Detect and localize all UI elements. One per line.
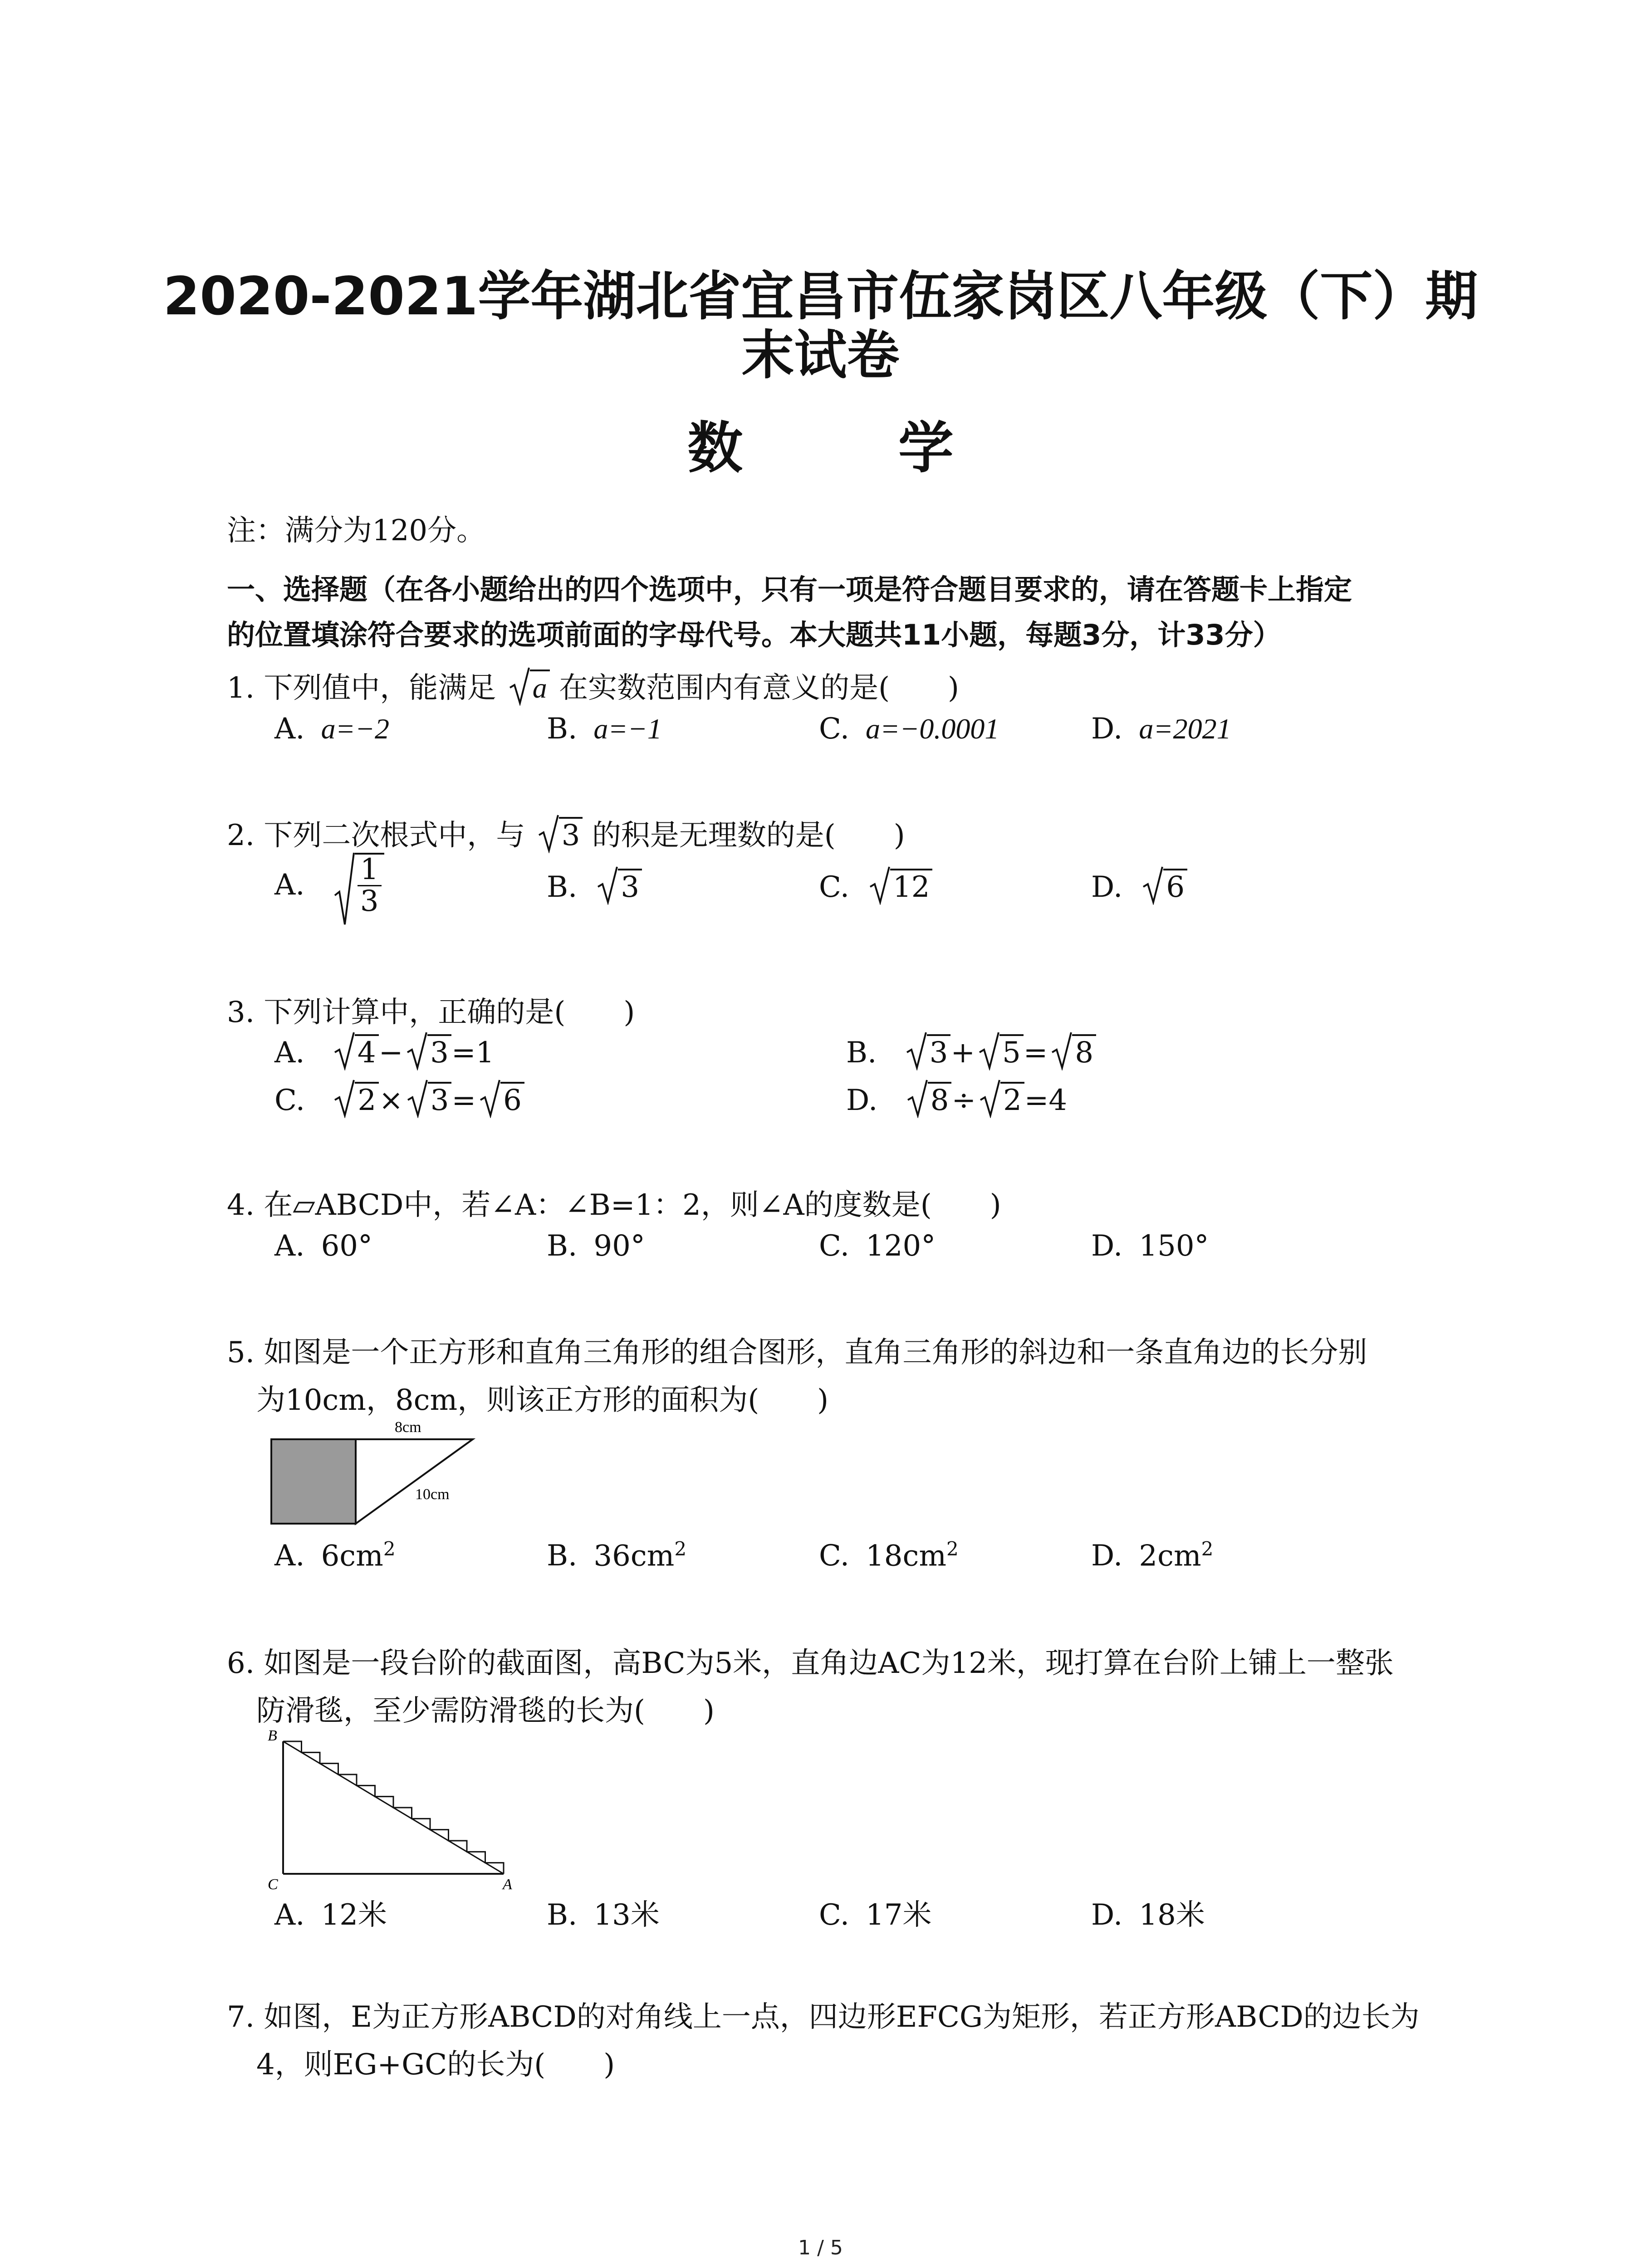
label-c: C <box>268 1876 278 1893</box>
option-label: A. <box>274 868 305 902</box>
question-6-option-b[interactable] <box>547 1892 660 1933</box>
result: =4 <box>1024 1084 1068 1117</box>
option-label: B. <box>547 870 578 904</box>
option-text: 120° <box>866 1229 936 1263</box>
option-radical-2 <box>407 1034 451 1070</box>
option-label: B. <box>547 712 578 746</box>
question-3-stem: 3. 下列计算中，正确的是( ) <box>227 996 635 1029</box>
option-radical <box>869 869 932 904</box>
page-number: 1 / 5 <box>798 2236 843 2259</box>
option-label: D. <box>1091 1229 1123 1263</box>
option-text: 2cm <box>1139 1539 1201 1573</box>
question-5-stem-line-1: 5. 如图是一个正方形和直角三角形的组合图形，直角三角形的斜边和一条直角边的长分别 <box>227 1336 1367 1369</box>
option-radical-2 <box>980 1082 1024 1117</box>
option-text: 18米 <box>1139 1898 1205 1932</box>
option-text: a=−1 <box>593 713 662 745</box>
option-superscript: 2 <box>946 1538 959 1560</box>
question-6-stem-line-1: 6. 如图是一段台阶的截面图，高BC为5米，直角边AC为12米，现打算在台阶上铺上一整张 <box>227 1647 1394 1680</box>
option-text: 17米 <box>866 1898 932 1932</box>
question-1-option-c[interactable] <box>819 712 999 746</box>
section-heading-line-1: 一、选择题（在各小题给出的四个选项中，只有一项是符合题目要求的，请在答题卡上指定 <box>227 573 1352 606</box>
option-label: C. <box>819 1229 850 1263</box>
option-radical <box>334 853 384 917</box>
option-text: a=2021 <box>1139 713 1231 745</box>
option-text: 36cm <box>593 1539 675 1573</box>
question-2-stem-post: 的积是无理数的是( ) <box>592 819 905 852</box>
option-text: 90° <box>593 1229 645 1263</box>
option-label: C. <box>274 1084 305 1117</box>
question-2-option-c[interactable] <box>819 869 932 904</box>
question-1-stem <box>227 665 959 706</box>
option-label: A. <box>274 1036 305 1070</box>
fraction-numerator: 1 <box>358 855 382 886</box>
question-1-stem-pre: 1. 下列值中，能满足 <box>227 671 496 705</box>
question-5-option-b[interactable] <box>547 1538 686 1573</box>
option-label: A. <box>274 712 305 746</box>
question-4-option-c[interactable] <box>819 1229 936 1263</box>
question-7-stem-line-1: 7. 如图，E为正方形ABCD的对角线上一点，四边形EFCG为矩形，若正方形ABCD的边长为 <box>227 2000 1420 2034</box>
question-5-option-a[interactable] <box>274 1538 396 1573</box>
option-label: D. <box>1091 1898 1123 1932</box>
question-4-option-d[interactable] <box>1091 1229 1209 1263</box>
option-superscript: 2 <box>383 1538 396 1560</box>
option-label: C. <box>819 1898 850 1932</box>
radicand: 6 <box>1163 869 1187 904</box>
question-6-option-c[interactable] <box>819 1892 931 1933</box>
operator: + <box>950 1036 975 1070</box>
option-fraction <box>358 855 382 917</box>
option-radical-1 <box>907 1082 952 1117</box>
option-text: 12米 <box>321 1898 387 1932</box>
equals: = <box>1023 1036 1048 1070</box>
question-4-stem: 4. 在▱ABCD中，若∠A：∠B=1：2，则∠A的度数是( ) <box>227 1188 1001 1222</box>
label-a: A <box>503 1876 512 1893</box>
option-radical-1 <box>334 1082 379 1117</box>
question-4-option-b[interactable] <box>547 1229 645 1263</box>
radicand: 3 <box>618 869 642 904</box>
option-text: 18cm <box>866 1539 946 1573</box>
option-label: A. <box>274 1539 305 1573</box>
option-label: D. <box>1091 1539 1123 1573</box>
option-text: 60° <box>321 1229 372 1263</box>
question-1-stem-post: 在实数范围内有意义的是( ) <box>559 671 960 705</box>
radicand: 8 <box>1072 1034 1096 1070</box>
option-label: A. <box>274 1229 305 1263</box>
option-radical-3 <box>1051 1034 1096 1070</box>
question-1-option-a[interactable] <box>274 712 389 746</box>
option-superscript: 2 <box>674 1538 687 1560</box>
radicand: 3 <box>927 1034 951 1070</box>
question-3-option-c[interactable] <box>274 1082 524 1117</box>
question-6-option-d[interactable] <box>1091 1892 1205 1933</box>
radicand: 4 <box>355 1034 379 1070</box>
radicand: 12 <box>890 869 932 904</box>
radicand: 5 <box>999 1034 1024 1070</box>
question-5-stem-line-2: 为10cm，8cm，则该正方形的面积为( ) <box>256 1383 829 1417</box>
question-5-option-d[interactable] <box>1091 1538 1213 1573</box>
option-radical <box>1142 869 1187 904</box>
question-2-option-a[interactable] <box>274 853 384 917</box>
question-6-option-a[interactable] <box>274 1892 387 1933</box>
operator: − <box>378 1036 403 1070</box>
operator: × <box>379 1084 403 1117</box>
option-label: D. <box>1091 712 1123 746</box>
question-1-option-d[interactable] <box>1091 712 1231 746</box>
question-2-stem-pre: 2. 下列二次根式中，与 <box>227 819 525 852</box>
page-title-line-1: 2020-2021学年湖北省宜昌市伍家岗区八年级（下）期 <box>163 266 1478 327</box>
option-text: 6cm <box>321 1539 383 1573</box>
label-b: B <box>268 1727 277 1744</box>
option-label: D. <box>846 1084 878 1117</box>
question-6-stem-line-2: 防滑毯，至少需防滑毯的长为( ) <box>256 1694 715 1728</box>
question-2-stem <box>227 812 905 854</box>
question-5-option-c[interactable] <box>819 1538 959 1573</box>
radicand: 2 <box>1000 1082 1024 1117</box>
question-1-radical <box>509 670 550 705</box>
question-1-option-b[interactable] <box>547 712 662 746</box>
option-radical-2 <box>979 1034 1024 1070</box>
radicand: 6 <box>500 1082 524 1117</box>
staircase-figure <box>263 1726 517 1894</box>
label-8cm: 8cm <box>395 1419 421 1436</box>
option-label: B. <box>547 1539 578 1573</box>
question-1-radicand: a <box>530 670 550 705</box>
equals: = <box>451 1084 476 1117</box>
section-heading-line-2: 的位置填涂符合要求的选项前面的字母代号。本大题共11小题，每题3分，计33分） <box>227 618 1281 651</box>
radicand: 8 <box>928 1082 952 1117</box>
question-3-option-a[interactable] <box>274 1034 494 1070</box>
option-text: a=−0.0001 <box>866 713 999 745</box>
question-7-stem-line-2: 4，则EG+GC的长为( ) <box>256 2048 615 2082</box>
right-triangle-shape <box>356 1439 473 1524</box>
operator: ÷ <box>951 1084 976 1117</box>
option-label: B. <box>547 1229 578 1263</box>
option-label: D. <box>1091 870 1123 904</box>
radicand: 3 <box>428 1082 452 1117</box>
square-triangle-figure <box>268 1413 485 1531</box>
question-2-option-b[interactable] <box>547 869 642 904</box>
option-label: C. <box>819 870 850 904</box>
score-note: 注：满分为120分。 <box>227 514 486 547</box>
option-label: A. <box>274 1898 305 1932</box>
option-label: C. <box>819 712 850 746</box>
page-title-line-2: 末试卷 <box>741 325 900 386</box>
option-label: C. <box>819 1539 850 1573</box>
option-text: 150° <box>1139 1229 1209 1263</box>
option-radical <box>597 869 642 904</box>
option-text: 13米 <box>593 1898 660 1932</box>
radicand: 2 <box>355 1082 379 1117</box>
label-10cm: 10cm <box>415 1486 450 1503</box>
subject-title: 数 学 <box>687 416 1022 480</box>
option-radical-3 <box>480 1082 524 1117</box>
square-shape <box>271 1439 356 1524</box>
option-superscript: 2 <box>1201 1538 1214 1560</box>
question-4-option-a[interactable] <box>274 1229 372 1263</box>
fraction-denominator: 3 <box>360 885 379 919</box>
result: =1 <box>451 1036 495 1070</box>
question-3-option-b[interactable] <box>846 1034 1096 1070</box>
option-label: B. <box>547 1898 578 1932</box>
option-radical-2 <box>407 1082 452 1117</box>
question-3-option-d[interactable] <box>846 1082 1067 1117</box>
question-2-option-d[interactable] <box>1091 869 1187 904</box>
question-2-radicand: 3 <box>559 817 583 852</box>
option-radical-1 <box>906 1034 951 1070</box>
question-2-radical <box>538 817 583 852</box>
radicand: 3 <box>427 1034 451 1070</box>
option-text: a=−2 <box>321 713 389 745</box>
option-radical-1 <box>334 1034 379 1070</box>
option-label: B. <box>846 1036 877 1070</box>
